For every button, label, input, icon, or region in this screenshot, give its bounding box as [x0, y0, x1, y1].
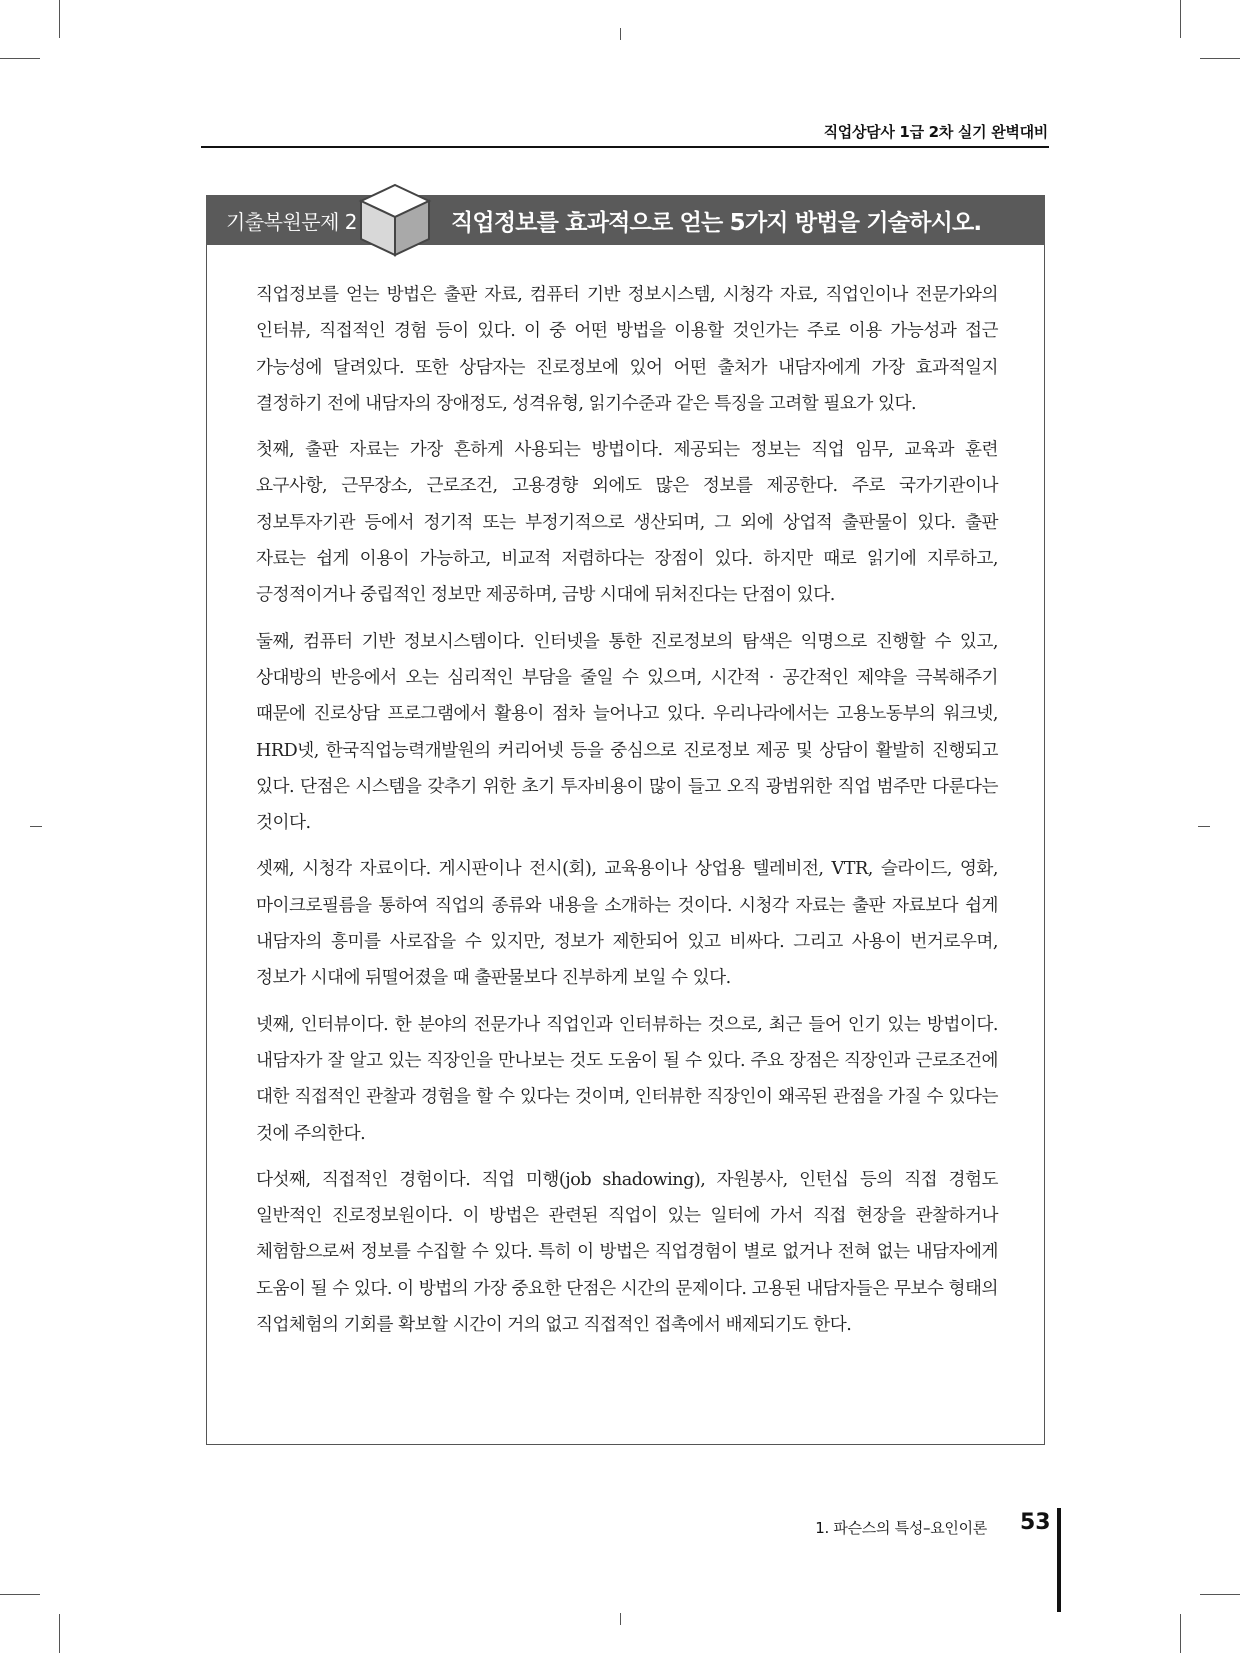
page-number: 53: [1020, 1510, 1051, 1535]
crop-mark: [1200, 58, 1240, 59]
answer-point-3: 셋째, 시청각 자료이다. 게시판이나 전시(회), 교육용이나 상업용 텔레비전, VTR, 슬라이드, 영화, 마이크로필름을 통하여 직업의 종류와 내용을 소개하는 것이다. 시청각 자료는 출판 자료보다 쉽게 내담자의 흥미를 사로잡을 수 있지만, 정보가 제한되어 있고 비싸다. 그리고 사용이 번거로우며, 정보가 시대에 뒤떨어졌을 때 출판물보다 진부하게 보일 수 있다.: [256, 859, 998, 989]
answer-point-5: 다섯째, 직접적인 경험이다. 직업 미행(job shadowing), 자원봉사, 인턴십 등의 직접 경험도 일반적인 진로정보원이다. 이 방법은 관련된 직업이 있는 일터에 가서 직접 현장을 관찰하거나 체험함으로써 정보를 수집할 수 있다. 특히 이 방법은 직업경험이 별로 없거나 전혀 없는 내담자에게 도움이 될 수 있다. 이 방법의 가장 중요한 단점은 시간의 문제이다. 고용된 내담자들은 무보수 형태의 직업체험의 기회를 확보할 시간이 거의 없고 직접적인 접촉에서 배제되기도 한다.: [256, 1169, 998, 1336]
crop-mark: [0, 58, 40, 59]
footer-bar: [1057, 1508, 1061, 1612]
crop-mark: [620, 1613, 621, 1625]
crop-mark: [30, 826, 42, 827]
crop-mark: [1180, 0, 1181, 38]
crop-mark: [1180, 1614, 1181, 1653]
cube-icon: [357, 181, 433, 259]
answer-point-1: 첫째, 출판 자료는 가장 흔하게 사용되는 방법이다. 제공되는 정보는 직업 임무, 교육과 훈련 요구사항, 근무장소, 근로조건, 고용경향 외에도 많은 정보를 제공한다. 주로 국가기관이나 정보투자기관 등에서 정기적 또는 부정기적으로 생산되며, 그 외에 상업적 출판물이 있다. 출판 자료는 쉽게 이용이 가능하고, 비교적 저렴하다는 장점이 있다. 하지만 때로 읽기에 지루하고, 긍정적이거나 중립적인 정보만 제공하며, 금방 시대에 뒤처진다는 단점이 있다.: [256, 440, 998, 606]
crop-mark: [1200, 1594, 1240, 1595]
question-text: 직업정보를 효과적으로 얻는 5가지 방법을 기술하시오.: [451, 210, 982, 236]
crop-mark: [59, 0, 60, 38]
running-header-title: 직업상담사 1급 2차 실기 완벽대비: [823, 123, 1048, 141]
crop-mark: [1198, 826, 1210, 827]
answer-intro: 직업정보를 얻는 방법은 출판 자료, 컴퓨터 기반 정보시스템, 시청각 자료, 직업인이나 전문가와의 인터뷰, 직접적인 경험 등이 있다. 이 중 어떤 방법을 이용할 것인가는 주로 이용 가능성과 접근 가능성에 달려있다. 또한 상담자는 진로정보에 있어 어떤 출처가 내담자에게 가장 효과적일지 결정하기 전에 내담자의 장애정도, 성격유형, 읽기수준과 같은 특징을 고려할 필요가 있다.: [256, 285, 998, 414]
question-label: 기출복원문제 2: [226, 210, 358, 234]
footer-chapter-title: 1. 파슨스의 특성–요인이론: [815, 1519, 987, 1537]
crop-mark: [59, 1614, 60, 1653]
answer-body: [256, 277, 998, 1353]
answer-point-2: 둘째, 컴퓨터 기반 정보시스템이다. 인터넷을 통한 진로정보의 탐색은 익명으로 진행할 수 있고, 상대방의 반응에서 오는 심리적인 부담을 줄일 수 있으며, 시간적 · 공간적인 제약을 극복해주기 때문에 진로상담 프로그램에서 활용이 점차 늘어나고 있다. 우리나라에서는 고용노동부의 워크넷, HRD넷, 한국직업능력개발원의 커리어넷 등을 중심으로 진로정보 제공 및 상담이 활발히 진행되고 있다. 단점은 시스템을 갖추기 위한 초기 투자비용이 많이 들고 오직 광범위한 직업 범주만 다룬다는 것이다.: [256, 631, 998, 834]
answer-point-4: 넷째, 인터뷰이다. 한 분야의 전문가나 직업인과 인터뷰하는 것으로, 최근 들어 인기 있는 방법이다. 내담자가 잘 알고 있는 직장인을 만나보는 것도 도움이 될 수 있다. 주요 장점은 직장인과 근로조건에 대한 직접적인 관찰과 경험을 할 수 있다는 것이며, 인터뷰한 직장인이 왜곡된 관점을 가질 수 있다는 것에 주의한다.: [256, 1014, 998, 1144]
crop-mark: [620, 28, 621, 40]
crop-mark: [0, 1594, 40, 1595]
header-rule: [201, 146, 1049, 148]
